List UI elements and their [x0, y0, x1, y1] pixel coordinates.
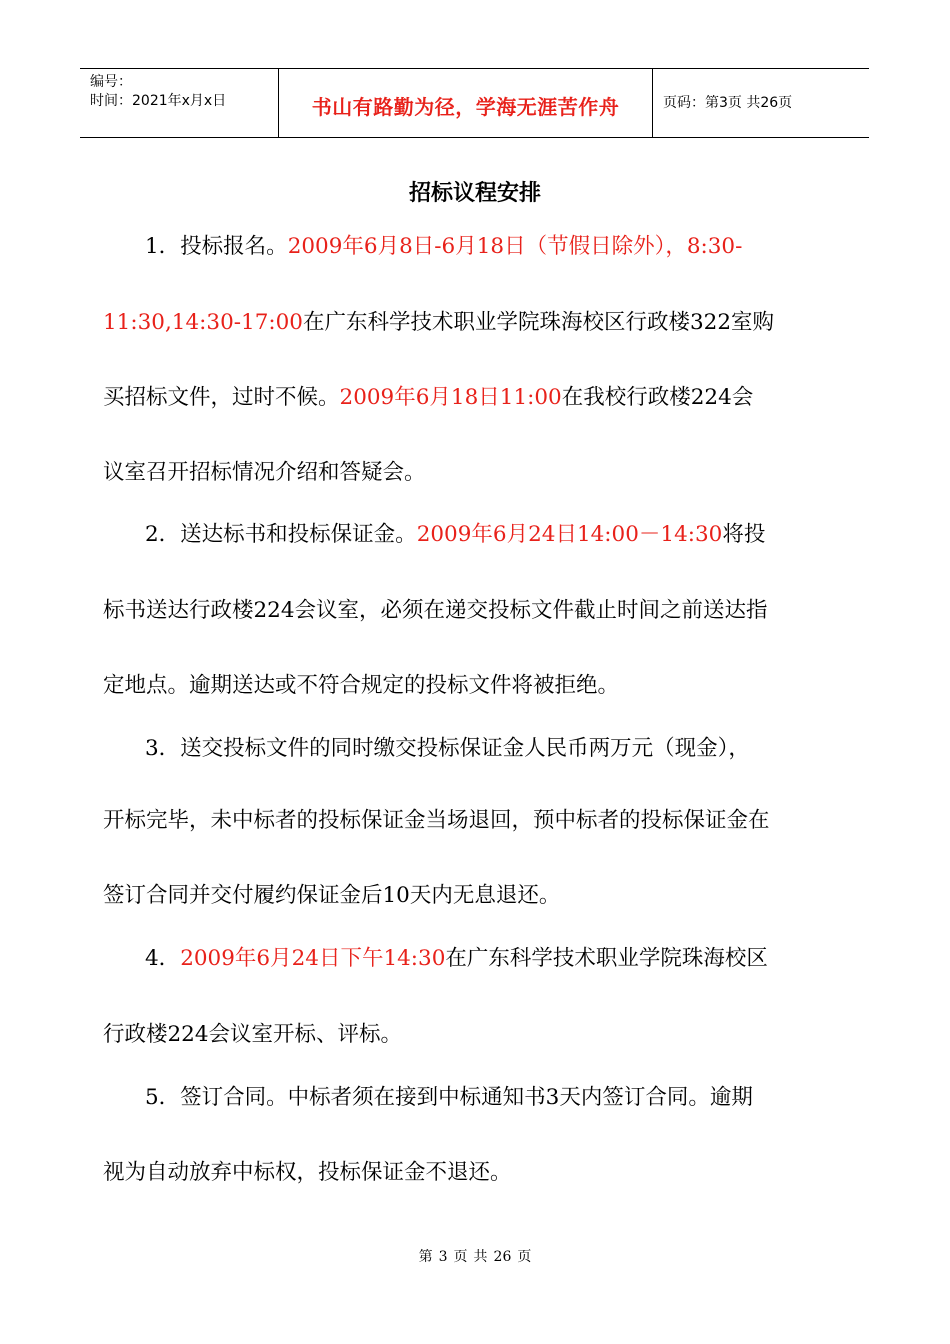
item-5-line-2: 视为自动放弃中标权，投标保证金不退还。 [103, 1160, 512, 1185]
document-title: 招标议程安排 [408, 181, 541, 206]
item-2-line-3: 定地点。逾期送达或不符合规定的投标文件将被拒绝。 [103, 673, 620, 698]
item-2-tail: 将投 [722, 522, 766, 547]
item-1-date-range: 2009年6月8日-6月18日（节假日除外），8:30- [287, 234, 743, 259]
page-footer [0, 1246, 950, 1266]
item-4-line-2: 行政楼224会议室开标、评标。 [103, 1022, 403, 1047]
header-motto: 书山有路勤为径，学海无涯苦作舟 [311, 95, 620, 119]
item-3-line-3: 签订合同并交付履约保证金后10天内无息退还。 [103, 883, 561, 908]
item-1-line-3 [103, 380, 753, 411]
item-1-hours: 11:30,14:30-17:00 [103, 310, 303, 335]
item-4-line-1 [145, 941, 768, 972]
item-1-meeting-place: 在我校行政楼224会 [561, 385, 754, 410]
footer-di: 第 [418, 1249, 433, 1265]
header-page-code: 页码：第3页 共26页 [663, 95, 793, 111]
footer-page-number: 3 [438, 1249, 448, 1265]
footer-ye-2: 页 [517, 1249, 532, 1265]
header-page-cell [653, 69, 869, 137]
item-3-line-1: 3．送交投标文件的同时缴交投标保证金人民币两万元（现金）， [145, 736, 750, 761]
header-meta-cell [80, 69, 279, 137]
item-4-lead: 4． [145, 946, 181, 971]
item-1-lead: 1．投标报名。 [145, 234, 288, 259]
item-4-location: 在广东科学技术职业学院珠海校区 [445, 946, 768, 971]
page-header-table [80, 68, 869, 138]
footer-total-pages: 26 [493, 1249, 512, 1265]
item-1-line-4: 议室召开招标情况介绍和答疑会。 [103, 460, 426, 485]
item-2-line-1 [145, 517, 765, 548]
item-2-line-2: 标书送达行政楼224会议室，必须在递交投标文件截止时间之前送达指 [103, 598, 768, 623]
item-5-line-1: 5．签订合同。中标者须在接到中标通知书3天内签订合同。逾期 [145, 1085, 753, 1110]
item-1-line-1 [145, 229, 742, 260]
footer-gong: 共 [473, 1249, 488, 1265]
item-1-meeting-time: 2009年6月18日11:00 [339, 385, 562, 410]
item-1-purchase-note: 买招标文件，过时不候。 [103, 385, 340, 410]
footer-ye: 页 [453, 1249, 468, 1265]
item-1-location: 在广东科学技术职业学院珠海校区行政楼322室购 [302, 310, 775, 335]
item-3-line-2: 开标完毕，未中标者的投标保证金当场退回，预中标者的投标保证金在 [103, 808, 770, 833]
document-time-label: 时间：2021年x月x日 [90, 93, 227, 109]
item-4-time: 2009年6月24日下午14:30 [180, 946, 446, 971]
document-number-label: 编号： [90, 74, 132, 90]
item-1-line-2 [103, 305, 774, 336]
item-2-lead: 2．送达标书和投标保证金。 [145, 522, 417, 547]
item-2-time: 2009年6月24日14:00－14:30 [416, 522, 723, 547]
header-motto-cell [279, 69, 653, 137]
